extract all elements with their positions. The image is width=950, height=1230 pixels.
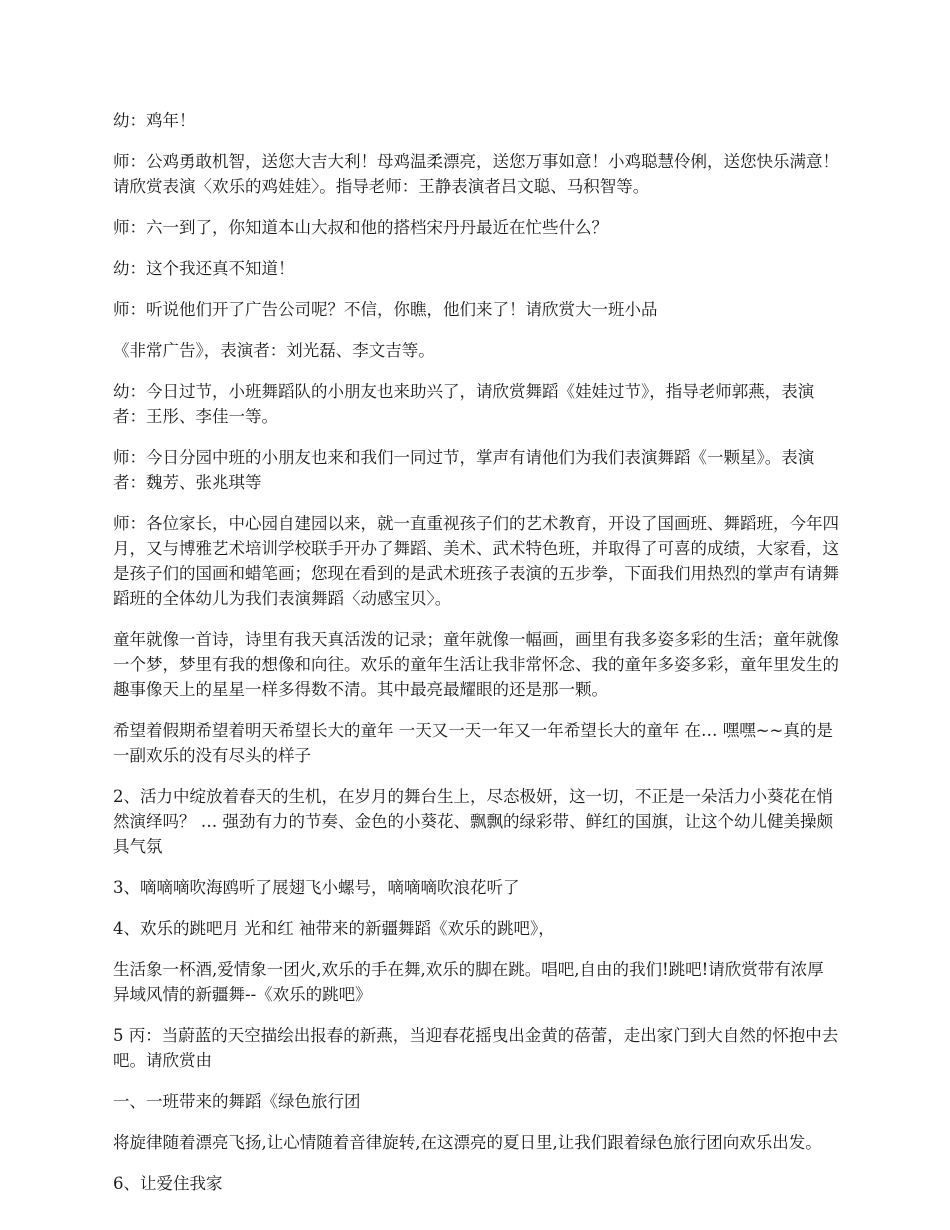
paragraph: 5 丙：当蔚蓝的天空描绘出报春的新燕，当迎春花摇曳出金黄的蓓蕾，走出家门到大自然的怀抱中去吧。请欣赏由 (113, 1026, 839, 1070)
paragraph: 师：各位家长，中心园自建园以来，就一直重视孩子们的艺术教育，开设了国画班、舞蹈班，今年四月，又与博雅艺术培训学校联手开办了舞蹈、美术、武术特色班，并取得了可喜的成绩，大家看，这是孩子们的国画和蜡笔画；您现在看到的是武术班孩子表演的五步拳，下面我们用热烈的掌声有请舞蹈班的全体幼儿为我们表演舞蹈〈动感宝贝〉。 (113, 514, 839, 608)
paragraph: 幼：鸡年！ (113, 111, 196, 130)
paragraph: 师：听说他们开了广告公司呢？不信，你瞧，他们来了！请欣赏大一班小品 (113, 300, 658, 319)
paragraph: 将旋律随着漂亮飞扬,让心情随着音律旋转,在这漂亮的夏日里,让我们跟着绿色旅行团向欢乐出发。 (113, 1133, 822, 1152)
paragraph: 2、活力中绽放着春天的生机，在岁月的舞台生上，尽态极妍，这一切，不正是一朵活力小葵花在悄然演绎吗？ … 强劲有力的节奏、金色的小葵花、飘飘的绿彩带、鲜红的国旗，让这个幼儿健美操颇具气氛 (113, 787, 833, 856)
paragraph: 一、一班带来的舞蹈《绿色旅行团 (113, 1092, 361, 1111)
paragraph: 希望着假期希望着明天希望长大的童年 一天又一天一年又一年希望长大的童年 在… 嘿嘿~~真的是一副欢乐的没有尽头的样子 (113, 721, 833, 765)
paragraph: 6、让爱住我家 (113, 1174, 223, 1193)
paragraph: 师：公鸡勇敢机智，送您大吉大利！母鸡温柔漂亮，送您万事如意！小鸡聪慧伶俐，送您快乐满意！请欣赏表演〈欢乐的鸡娃娃〉。指导老师：王静表演者吕文聪、马积智等。 (113, 152, 839, 196)
paragraph: 师：今日分园中班的小朋友也来和我们一同过节，掌声有请他们为我们表演舞蹈《一颗星》。表演者：魏芳、张兆琪等 (113, 448, 815, 492)
paragraph: 3、嘀嘀嘀吹海鸥听了展翅飞小螺号，嘀嘀嘀吹浪花听了 (113, 878, 520, 897)
document-body (113, 108, 840, 1212)
paragraph: 幼：这个我还真不知道！ (113, 259, 295, 278)
paragraph: 生活象一杯酒,爱情象一团火,欢乐的手在舞,欢乐的脚在跳。唱吧,自由的我们!跳吧!请欣赏带有浓厚异域风情的新疆舞--《欢乐的跳吧》 (113, 960, 824, 1004)
paragraph: 4、欢乐的跳吧月 光和红 袖带来的新疆舞蹈《欢乐的跳吧》， (113, 919, 555, 938)
paragraph: 幼：今日过节，小班舞蹈队的小朋友也来助兴了，请欣赏舞蹈《娃娃过节》，指导老师郭燕，表演者：王彤、李佳一等。 (113, 382, 815, 426)
paragraph: 童年就像一首诗，诗里有我天真活泼的记录；童年就像一幅画，画里有我多姿多彩的生活；童年就像一个梦，梦里有我的想像和向往。欢乐的童年生活让我非常怀念、我的童年多姿多彩，童年里发生的趣事像天上的星星一样多得数不清。其中最亮最耀眼的还是那一颗。 (113, 630, 839, 699)
paragraph: 师：六一到了，你知道本山大叔和他的搭档宋丹丹最近在忙些什么？ (113, 218, 608, 237)
paragraph: 《非常广告》，表演者：刘光磊、李文吉等。 (113, 341, 435, 360)
